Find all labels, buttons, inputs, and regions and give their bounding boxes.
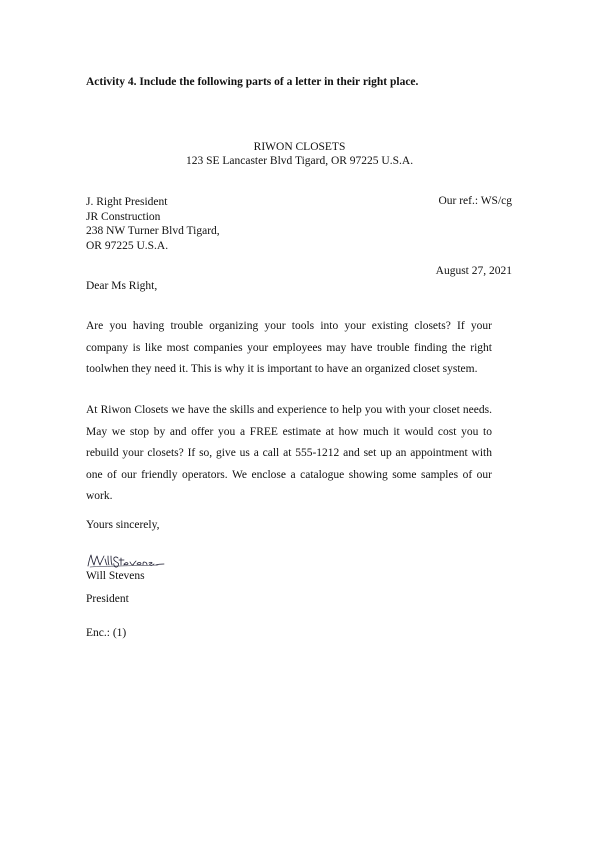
activity-instruction: Activity 4. Include the following parts of a letter in their right place. — [86, 76, 419, 88]
sender-address: 123 SE Lancaster Blvd Tigard, OR 97225 U.S.A. — [185, 155, 414, 167]
recipient-line: J. Right President — [86, 196, 168, 208]
body-paragraph: Are you having trouble organizing your tools into your existing closets? If your company is like most companies your employees may have trouble finding the right toolwhen they need it. This is why it is important to have an organized closet system. — [86, 320, 492, 375]
recipient-line: JR Construction — [86, 210, 161, 223]
body-paragraph: At Riwon Closets we have the skills and experience to help you with your closet needs. May we stop by and offer you a FREE estimate at how much it would cost you to rebuild your closets? If so, give us a call at 555-1212 and set up an appointment with one of our friendly operators. We enclose a catalogue showing some samples of our work. — [86, 404, 492, 502]
letter-date: August 27, 2021 — [435, 265, 512, 277]
sender-block — [0, 140, 599, 168]
salutation: Dear Ms Right, — [86, 280, 158, 292]
reference-line: Our ref.: WS/cg — [438, 195, 512, 207]
sender-company: RIWON CLOSETS — [253, 141, 346, 153]
recipient-address — [86, 195, 220, 253]
signer-name: Will Stevens — [86, 570, 145, 582]
handwritten-signature — [86, 553, 166, 569]
complimentary-close: Yours sincerely, — [86, 519, 160, 531]
enclosure-notation: Enc.: (1) — [86, 627, 127, 639]
recipient-line: OR 97225 U.S.A. — [86, 239, 169, 252]
recipient-line: 238 NW Turner Blvd Tigard, — [86, 225, 220, 237]
signer-title: President — [86, 593, 129, 605]
